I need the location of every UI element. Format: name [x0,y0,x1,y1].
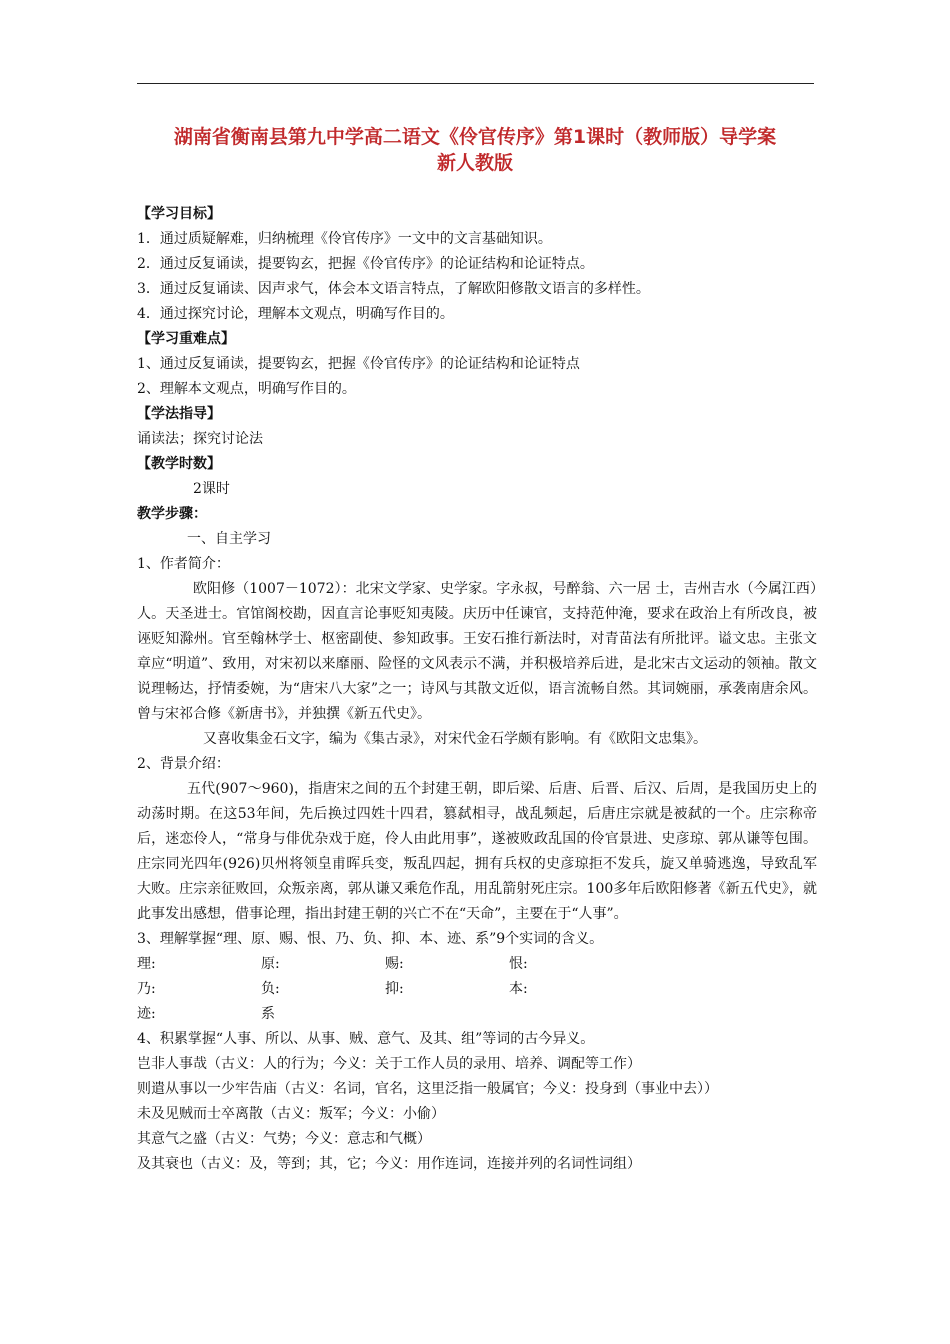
word-cell: 乃: [137,981,156,997]
word-cell: 迹: [137,1006,156,1022]
goal-item: 1．通过质疑解难，归纳梳理《伶官传序》一文中的文言基础知识。 [137,231,552,247]
key-point-item: 1、通过反复诵读，提要钩玄，把握《伶官传序》的论证结构和论证特点 [137,356,580,372]
author-paragraph: 欧阳修（1007－1072）：北宋文学家、史学家。字永叔，号醉翁、六一居 士，吉州吉水（今属江西）人。天圣进士。官馆阁校勘，因直言论事贬知夷陵。庆历中任谏官，支持范仲淹，要求在政治上有所改良，被诬贬知滁州。官至翰林学士、枢密副使、参知政事。王安石推行新法时，对青苗法有所批评。谥文忠。主张文章应“明道”、致用，对宋初以来靡丽、险怪的文风表示不满，并积极培养后进，是北宋古文运动的领袖。散文说理畅达，抒情委婉，为“唐宋八大家”之一；诗风与其散文近似，语言流畅自然。其词婉丽，承袭南唐余风。曾与宋祁合修《新唐书》，并独撰《新五代史》。 [137,581,817,722]
author-paragraph-2: 又喜收集金石文字，编为《集古录》，对宋代金石学颇有影响。有《欧阳文忠集》。 [203,731,707,747]
words-row [137,977,817,1002]
word-cell: 原: [261,956,280,972]
ancient-item: 未及见贼而士卒离散（古义：叛军；今义：小偷） [137,1106,445,1122]
word-cell: 赐: [385,956,404,972]
steps-heading: 教学步骤： [137,506,207,522]
goal-item: 3．通过反复诵读、因声求气，体会本文语言特点，了解欧阳修散文语言的多样性。 [137,281,650,297]
hours-heading: 【教学时数】 [137,456,221,472]
background-heading: 2、背景介绍： [137,756,230,772]
word-cell: 恨: [509,956,528,972]
method-heading: 【学法指导】 [137,406,221,422]
document-subtitle: 新人教版 [436,152,513,174]
word-cell: 抑: [385,981,404,997]
document-title: 湖南省衡南县第九中学高二语文《伶官传序》第1课时（教师版）导学案 [173,126,777,148]
key-point-item: 2、理解本文观点，明确写作目的。 [137,381,356,397]
method-text: 诵读法；探究讨论法 [137,431,263,447]
words-row [137,952,817,977]
document-body [137,202,817,1177]
word-cell: 理: [137,956,156,972]
word-cell: 负: [261,981,280,997]
author-heading: 1、作者简介： [137,556,230,572]
goal-item: 4．通过探究讨论，理解本文观点，明确写作目的。 [137,306,454,322]
words-row [137,1002,817,1027]
goal-item: 2．通过反复诵读，提要钩玄，把握《伶官传序》的论证结构和论证特点。 [137,256,594,272]
word-cell: 系 [261,1006,275,1022]
hours-text: 2课时 [193,481,230,497]
ancient-item: 则遣从事以一少牢告庙（古义：名词，官名，这里泛指一般属官；今义：投身到（事业中去）） [137,1081,718,1097]
background-paragraph: 五代(907～960)，指唐宋之间的五个封建王朝，即后梁、后唐、后晋、后汉、后周，是我国历史上的动荡时期。在这53年间，先后换过四姓十四君，篡弑相寻，战乱频起，后唐庄宗就是被弑的一个。庄宗称帝后，迷恋伶人，“常身与俳优杂戏于庭，伶人由此用事”，遂被败政乱国的伶官景进、史彦琼、郭从谦等包围。庄宗同光四年(926)贝州将领皇甫晖兵变，叛乱四起，拥有兵权的史彦琼拒不发兵，旋又单骑逃逸，导致乱军大败。庄宗亲征败回，众叛亲离，郭从谦又乘危作乱，用乱箭射死庄宗。100多年后欧阳修著《新五代史》，就此事发出感想，借事论理，指出封建王朝的兴亡不在“天命”，主要在于“人事”。 [137,781,817,922]
section-heading: 一、自主学习 [187,531,271,547]
words-heading: 3、理解掌握“理、原、赐、恨、乃、负、抑、本、迹、系”9个实词的含义。 [137,931,604,947]
ancient-item: 岂非人事哉（古义：人的行为；今义：关于工作人员的录用、培养、调配等工作） [137,1056,641,1072]
key-points-heading: 【学习重难点】 [137,331,235,347]
word-cell: 本: [509,981,528,997]
goals-heading: 【学习目标】 [137,206,221,222]
header-rule [137,83,814,84]
ancient-item: 及其衰也（古义：及，等到；其，它；今义：用作连词，连接并列的名词性词组） [137,1156,641,1172]
ancient-heading: 4、积累掌握“人事、所以、从事、贼、意气、及其、组”等词的古今异义。 [137,1031,595,1047]
ancient-item: 其意气之盛（古义：气势；今义：意志和气概） [137,1131,431,1147]
